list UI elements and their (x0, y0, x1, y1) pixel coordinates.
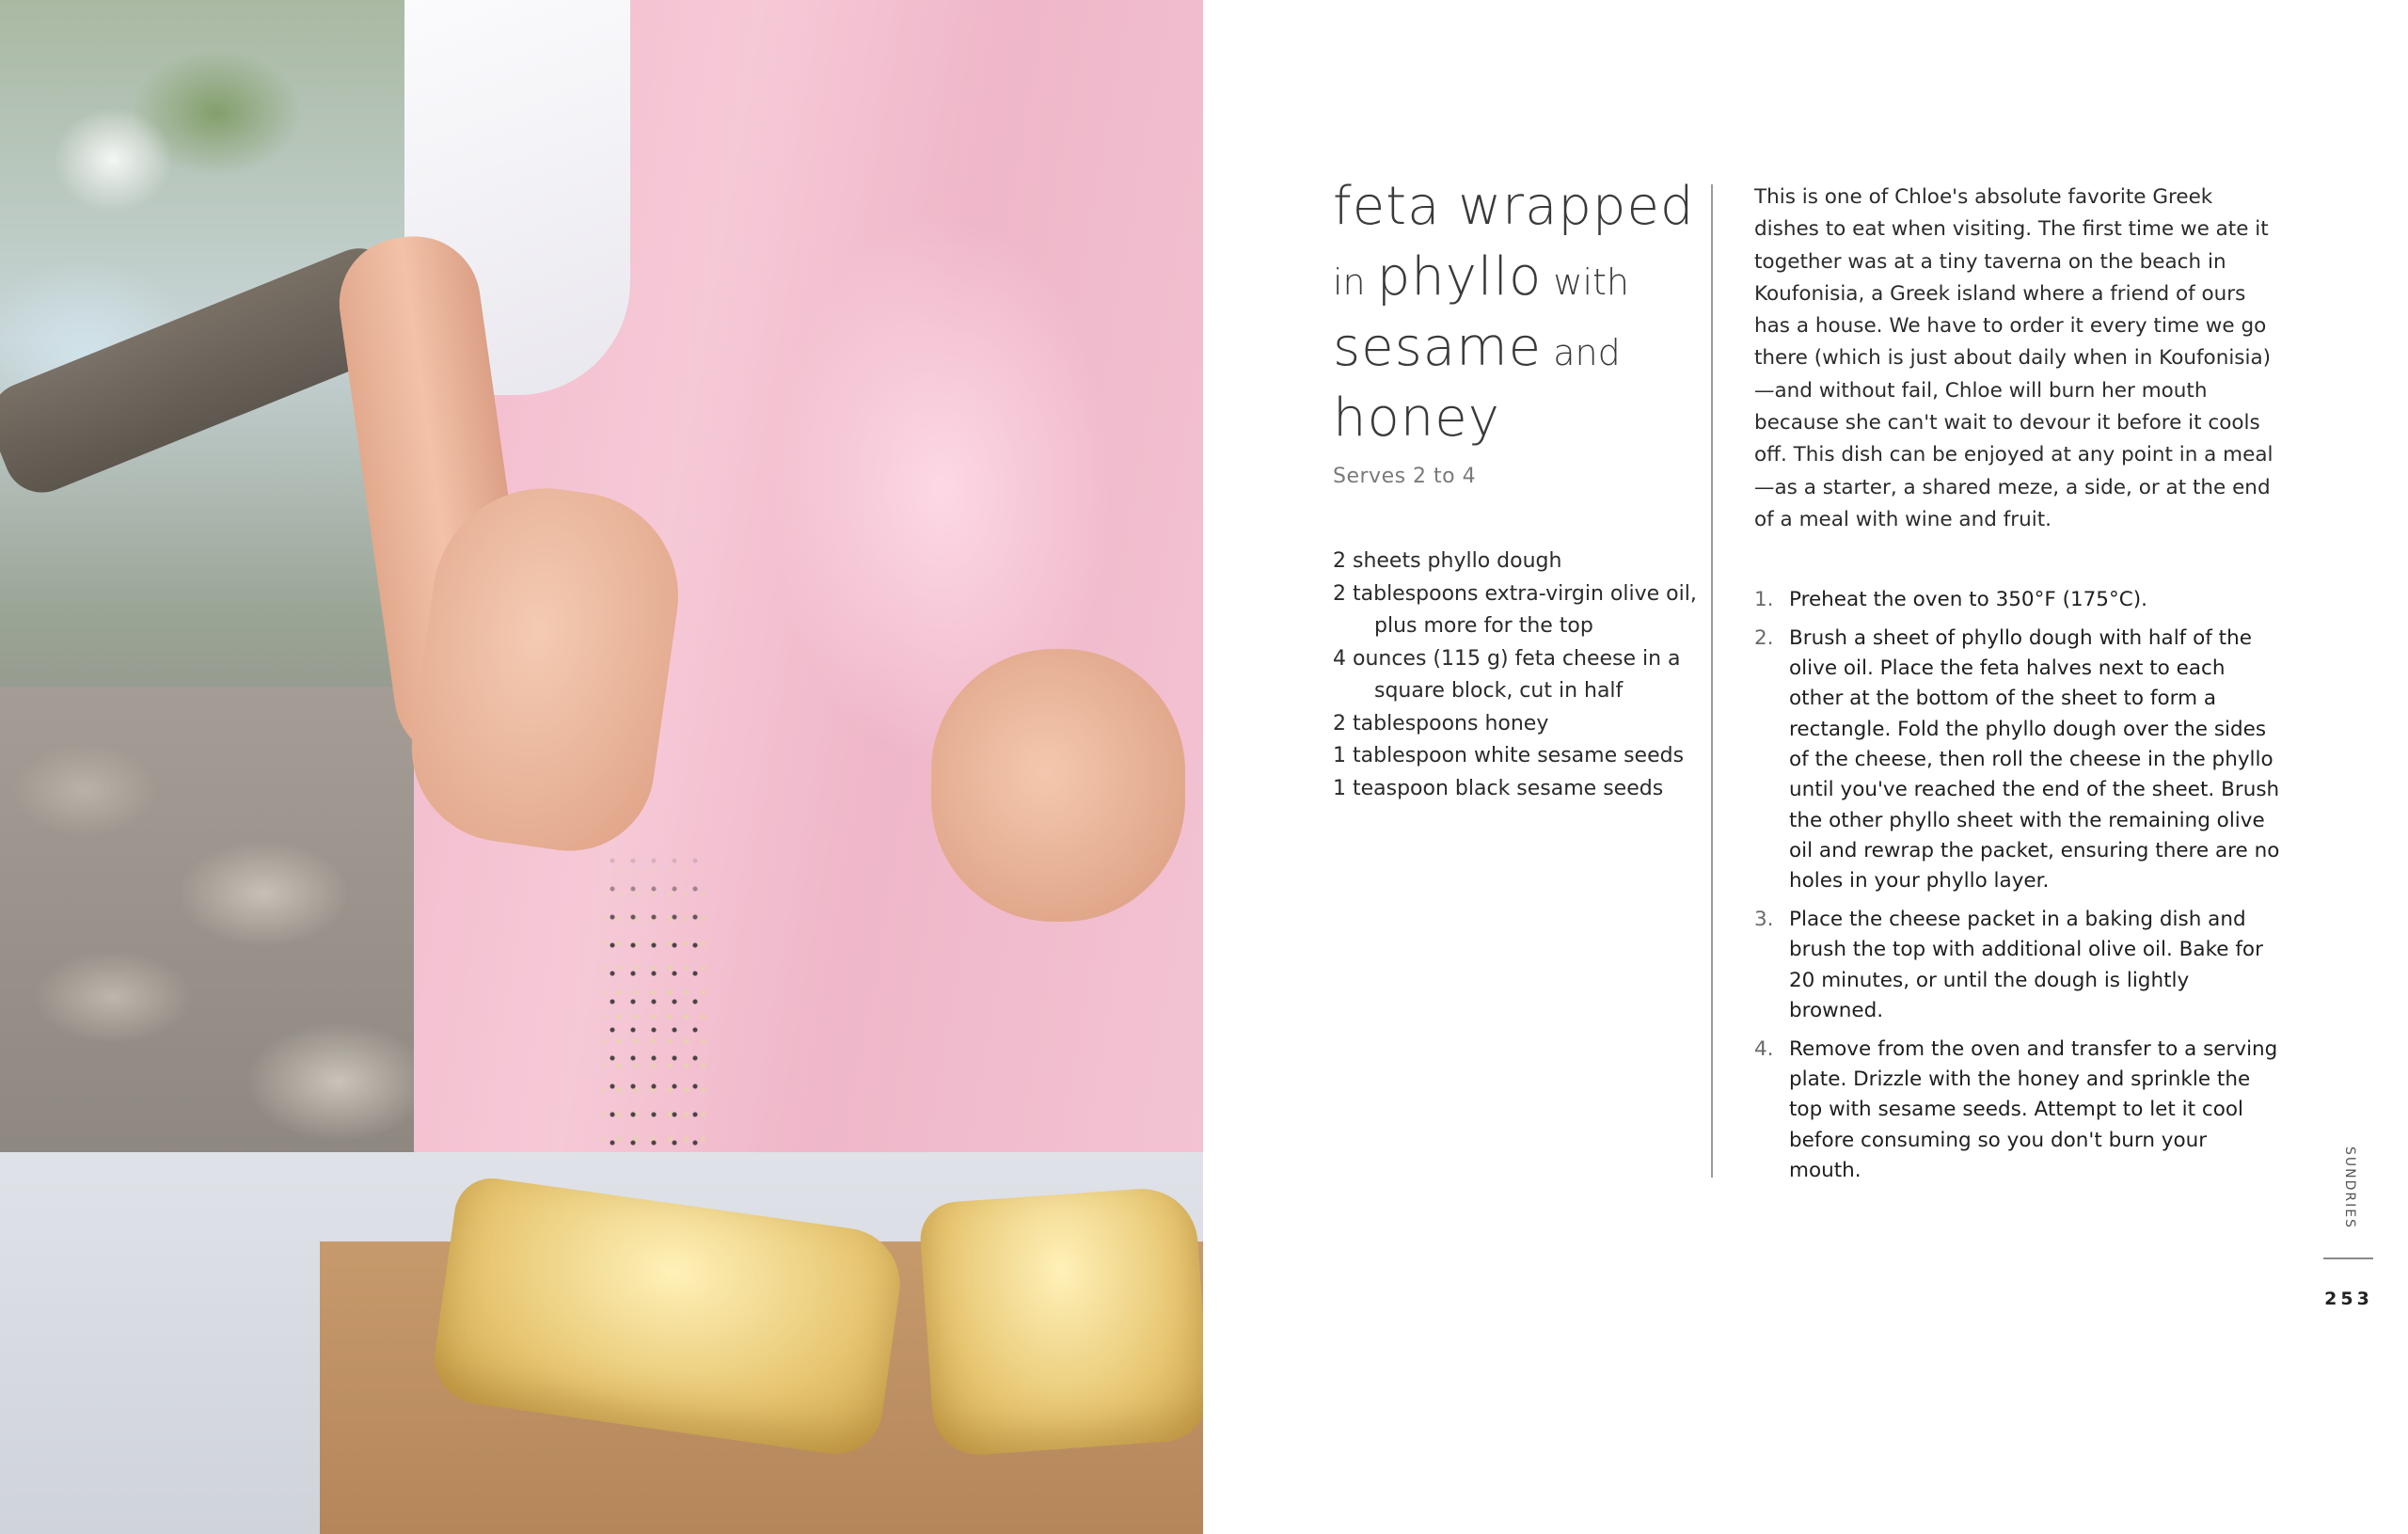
section-label-text: SUNDRIES (2342, 1147, 2358, 1229)
title-word: phyllo (1376, 246, 1543, 308)
title-word: in (1333, 261, 1377, 303)
title-line (1333, 175, 1728, 245)
step-text: Place the cheese packet in a baking dish and brush the top with additional olive oil. Bake for 20 minutes, or until the dough is lightly browned. (1789, 907, 2263, 1022)
serves-note: Serves 2 to 4 (1333, 465, 1477, 488)
phyllo-parcel (918, 1185, 1203, 1458)
title-line (1333, 387, 1728, 457)
step-text: Preheat the oven to 350°F (175°C). (1789, 588, 2147, 611)
step-text: Remove from the oven and transfer to a serving plate. Drizzle with the honey and sprinkle the top with sesame seeds. Attempt to let it cool before consuming so you don't burn your mouth. (1789, 1036, 2278, 1182)
method-step (1754, 905, 2281, 1026)
recipe-title (1333, 175, 1728, 457)
ingredient-item: 1 teaspoon black sesame seeds (1333, 776, 1664, 800)
title-line (1333, 316, 1728, 387)
title-word: with (1542, 261, 1629, 303)
ingredient-item: 2 tablespoons extra-virgin olive oil, plus more for the top (1333, 581, 1697, 638)
step-text: Brush a sheet of phyllo dough with half of the olive oil. Place the feta halves next to each other at the bottom of the sheet to form a rectangle. Fold the phyllo dough over the sides of the cheese, then roll the cheese in the phyllo until you've reached the end of the sheet. Brush the other phyllo sheet with the remaining olive oil and rewrap the packet, ensuring there are no holes in your phyllo layer. (1789, 625, 2280, 894)
section-label (2331, 1146, 2368, 1230)
step-number: 3. (1754, 907, 1774, 931)
title-word: sesame (1333, 317, 1543, 378)
method-steps (1754, 585, 2281, 1194)
title-word: feta wrapped (1333, 176, 1695, 237)
recipe-intro: This is one of Chloe's absolute favorite Greek dishes to eat when visiting. The first time we ate it together was at a tiny taverna on the beach in Koufonisia, a Greek island where a friend of ours has a house. We have to order it every time we go there (which is just about daily when in Koufonisia)—and without fail, Chloe will burn her mouth because she can't wait to devour it before it cools off. This dish can be enjoyed at any point in a meal—as a starter, a shared meze, a side, or at the end of a meal with wine and fruit. (1754, 185, 2273, 531)
page-number: 253 (2324, 1289, 2373, 1309)
title-line (1333, 245, 1728, 316)
title-word: and (1542, 332, 1621, 373)
column-divider (1711, 184, 1713, 1178)
recipe-photo (0, 0, 1203, 1534)
ingredient-list (1333, 546, 1709, 805)
ingredient-item: 2 tablespoons honey (1333, 711, 1549, 735)
folio-rule (2323, 1257, 2373, 1259)
ingredient-item: 4 ounces (115 g) feta cheese in a square block, cut in half (1333, 646, 1681, 703)
title-word: honey (1333, 387, 1500, 449)
step-number: 4. (1754, 1036, 1774, 1061)
method-step (1754, 585, 2281, 615)
ingredient-item: 2 sheets phyllo dough (1333, 549, 1562, 573)
method-step (1754, 624, 2281, 897)
ingredient-item: 1 tablespoon white sesame seeds (1333, 744, 1685, 767)
method-step (1754, 1035, 2281, 1186)
seed-holding-hand (931, 649, 1185, 922)
step-number: 2. (1754, 625, 1774, 650)
step-number: 1. (1754, 588, 1774, 611)
